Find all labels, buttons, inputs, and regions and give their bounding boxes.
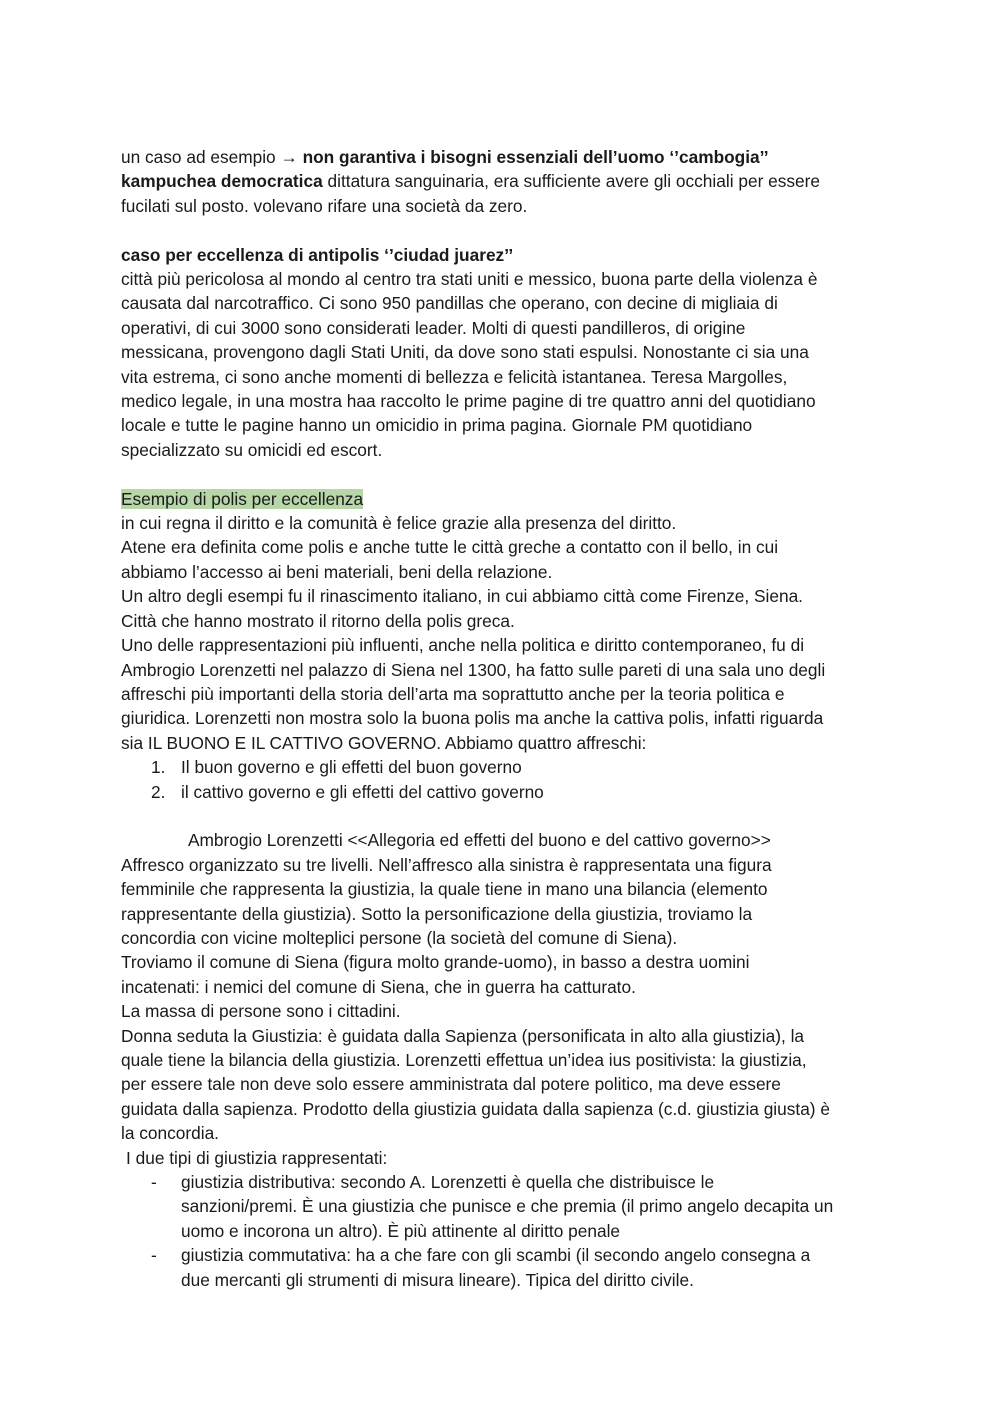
list-marker: - [151,1245,157,1266]
paragraph-line: La massa di persone sono i cittadini. [121,1001,401,1022]
paragraph-line: affreschi più importanti della storia dell’arta ma soprattutto anche per la teoria politica e [121,683,785,704]
paragraph-line: messicana, provengono dagli Stati Uniti, da dove sono stati espulsi. Nonostante ci sia una [121,342,809,363]
paragraph-line: sia IL BUONO E IL CATTIVO GOVERNO. Abbiamo quattro affreschi: [121,732,647,753]
bold-text: non garantiva i bisogni essenziali dell’uomo ‘’cambogia’’ [302,147,769,167]
paragraph-line: femminile che rappresenta la giustizia, la quale tiene in mano una bilancia (elemento [121,879,768,900]
paragraph-line: abbiamo l’accesso ai beni materiali, beni della relazione. [121,561,553,582]
paragraph-line: quale tiene la bilancia della giustizia. Lorenzetti effettua un’idea ius positivista: la giustizia, [121,1049,807,1070]
paragraph-line: per essere tale non deve solo essere amministrata dal potere politico, ma deve essere [121,1074,781,1095]
list-item-text: il cattivo governo e gli effetti del cattivo governo [181,781,544,802]
list-item-line: sanzioni/premi. È una giustizia che punisce e che premia (il primo angelo decapita un [181,1196,834,1217]
fresco-title: Ambrogio Lorenzetti <<Allegoria ed effetti del buono e del cattivo governo>> [188,830,771,851]
text-run: fucilati sul posto. volevano rifare una società da zero. [121,195,528,216]
document-body [121,145,891,1292]
highlighted-text: Esempio di polis per eccellenza [121,488,364,509]
paragraph-line: Troviamo il comune di Siena (figura molto grande-uomo), in basso a destra uomini [121,952,750,973]
numbered-list [121,755,891,804]
paragraph-line: Ambrogio Lorenzetti nel palazzo di Siena nel 1300, ha fatto sulle pareti di una sala uno degli [121,659,826,680]
paragraph-line: Un altro degli esempi fu il rinascimento italiano, in cui abbiamo città come Firenze, Siena. [121,586,803,607]
section-heading-antipolis [121,243,891,267]
paragraph-line: specializzato su omicidi ed escort. [121,439,383,460]
list-item-line: giustizia commutativa: ha a che fare con gli scambi (il secondo angelo consegna a [181,1245,811,1266]
list-item [121,1170,891,1243]
list-marker: 1. [151,757,166,778]
paragraph-line: I due tipi di giustizia rappresentati: [126,1147,388,1168]
bold-text: kampuchea democratica [121,171,323,192]
list-marker: 2. [151,781,166,802]
list-item [121,755,891,779]
paragraph-line: vita estrema, ci sono anche momenti di bellezza e felicità istantanea. Teresa Margolles, [121,366,788,387]
paragraph-cambogia [121,145,891,218]
paragraph-line: Città che hanno mostrato il ritorno della polis greca. [121,610,515,631]
paragraph-line: Donna seduta la Giustizia: è guidata dalla Sapienza (personificata in alto alla giustizia), la [121,1025,805,1046]
paragraph-line: guidata dalla sapienza. Prodotto della giustizia guidata dalla sapienza (c.d. giustizia giusta) è [121,1098,830,1119]
blank-line [121,804,891,828]
list-item-line: uomo e incorona un altro). È più attinente al diritto penale [181,1220,621,1241]
bullet-list [121,1170,891,1292]
paragraph-line: Affresco organizzato su tre livelli. Nell’affresco alla sinistra è rappresentata una figura [121,854,772,875]
section-heading-polis [121,487,891,511]
list-item-text: Il buon governo e gli effetti del buon governo [181,757,522,778]
paragraph-line: Uno delle rappresentazioni più influenti, anche nella politica e diritto contemporaneo, fu di [121,635,805,656]
paragraph-line: Atene era definita come polis e anche tutte le città greche a contatto con il bello, in cui [121,537,779,558]
paragraph-line: incatenati: i nemici del comune di Siena, che in guerra ha catturato. [121,976,636,997]
paragraph-line: concordia con vicine molteplici persone (la società del comune di Siena). [121,927,678,948]
paragraph-line: locale e tutte le pagine hanno un omicidio in prima pagina. Giornale PM quotidiano [121,415,753,436]
text-run: dittatura sanguinaria, era sufficiente avere gli occhiali per essere [322,171,820,192]
list-item [121,780,891,804]
paragraph-line: la concordia. [121,1123,219,1144]
paragraph-line: in cui regna il diritto e la comunità è felice grazie alla presenza del diritto. [121,513,677,534]
list-item-line: due mercanti gli strumenti di misura lineare). Tipica del diritto civile. [181,1269,694,1290]
paragraph-line: operativi, di cui 3000 sono considerati leader. Molti di questi pandilleros, di origine [121,317,746,338]
paragraph-line: rappresentante della giustizia). Sotto la personificazione della giustizia, troviamo la [121,903,753,924]
blank-line [121,462,891,486]
paragraph-line: città più pericolosa al mondo al centro tra stati uniti e messico, buona parte della violenza è [121,269,818,290]
bold-heading: caso per eccellenza di antipolis ‘’ciudad juarez’’ [121,244,514,265]
list-item [121,1243,891,1292]
paragraph-line: medico legale, in una mostra haa raccolto le prime pagine di tre quattro anni del quotidiano [121,391,816,412]
blank-line [121,218,891,242]
paragraph-line: causata dal narcotraffico. Ci sono 950 pandillas che operano, con decine di migliaia di [121,293,778,314]
paragraph-line: giuridica. Lorenzetti non mostra solo la buona polis ma anche la cattiva polis, infatti riguarda [121,708,824,729]
text-run: un caso ad esempio → [121,147,303,167]
list-item-line: giustizia distributiva: secondo A. Lorenzetti è quella che distribuisce le [181,1172,715,1193]
list-marker: - [151,1172,157,1193]
